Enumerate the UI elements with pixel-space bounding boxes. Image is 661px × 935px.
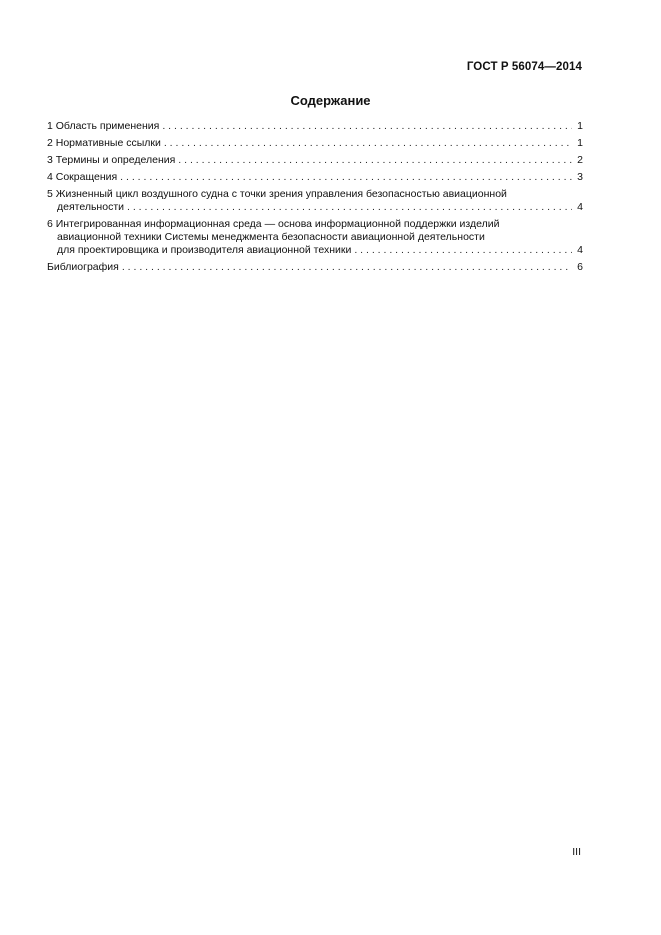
toc-entry-text: 2 Нормативные ссылки (47, 137, 161, 149)
toc-entry-text: 4 Сокращения (47, 171, 118, 183)
toc-page-number: 4 (577, 244, 583, 256)
toc-page-number: 4 (577, 201, 583, 213)
toc-entry-text: для проектировщика и производителя авиационной техники (57, 244, 352, 256)
toc-entry-aircraft-lifecycle[interactable] (47, 188, 583, 214)
toc-entry-normative-references[interactable] (47, 137, 583, 150)
toc-leader-dots (122, 261, 572, 274)
toc-entry-bibliography[interactable] (47, 261, 583, 274)
toc-entry-text: 6 Интегрированная информационная среда — основа информационной поддержки изделий (47, 218, 500, 230)
toc-leader-dots (354, 244, 572, 257)
toc-page-number: 6 (577, 261, 583, 273)
toc-page-number: 1 (577, 137, 583, 149)
toc-entry-terms-definitions[interactable] (47, 154, 583, 167)
toc-entry-scope[interactable] (47, 120, 583, 133)
toc-page-number: 3 (577, 171, 583, 183)
toc-leader-dots (127, 201, 572, 214)
toc-entry-integrated-info-environment[interactable] (47, 218, 583, 257)
toc-leader-dots (178, 154, 572, 167)
page-number: III (572, 846, 581, 858)
toc-leader-dots (164, 137, 572, 150)
toc-entry-text: деятельности (57, 201, 124, 213)
toc-entry-text: 1 Область применения (47, 120, 160, 132)
toc-leader-dots (120, 171, 572, 184)
toc-title: Содержание (290, 93, 371, 108)
toc-entry-abbreviations[interactable] (47, 171, 583, 184)
toc-entry-text: авиационной техники Системы менеджмента безопасности авиационной деятельности (57, 231, 485, 243)
toc-page-number: 1 (577, 120, 583, 132)
document-code: ГОСТ Р 56074—2014 (466, 61, 582, 73)
toc-leader-dots (162, 120, 572, 133)
toc-entry-text: 3 Термины и определения (47, 154, 176, 166)
toc-entry-text: Библиография (47, 261, 119, 273)
toc-page-number: 2 (577, 154, 583, 166)
toc-entry-text: 5 Жизненный цикл воздушного судна с точки зрения управления безопасностью авиационной (47, 188, 507, 200)
table-of-contents (47, 120, 583, 278)
